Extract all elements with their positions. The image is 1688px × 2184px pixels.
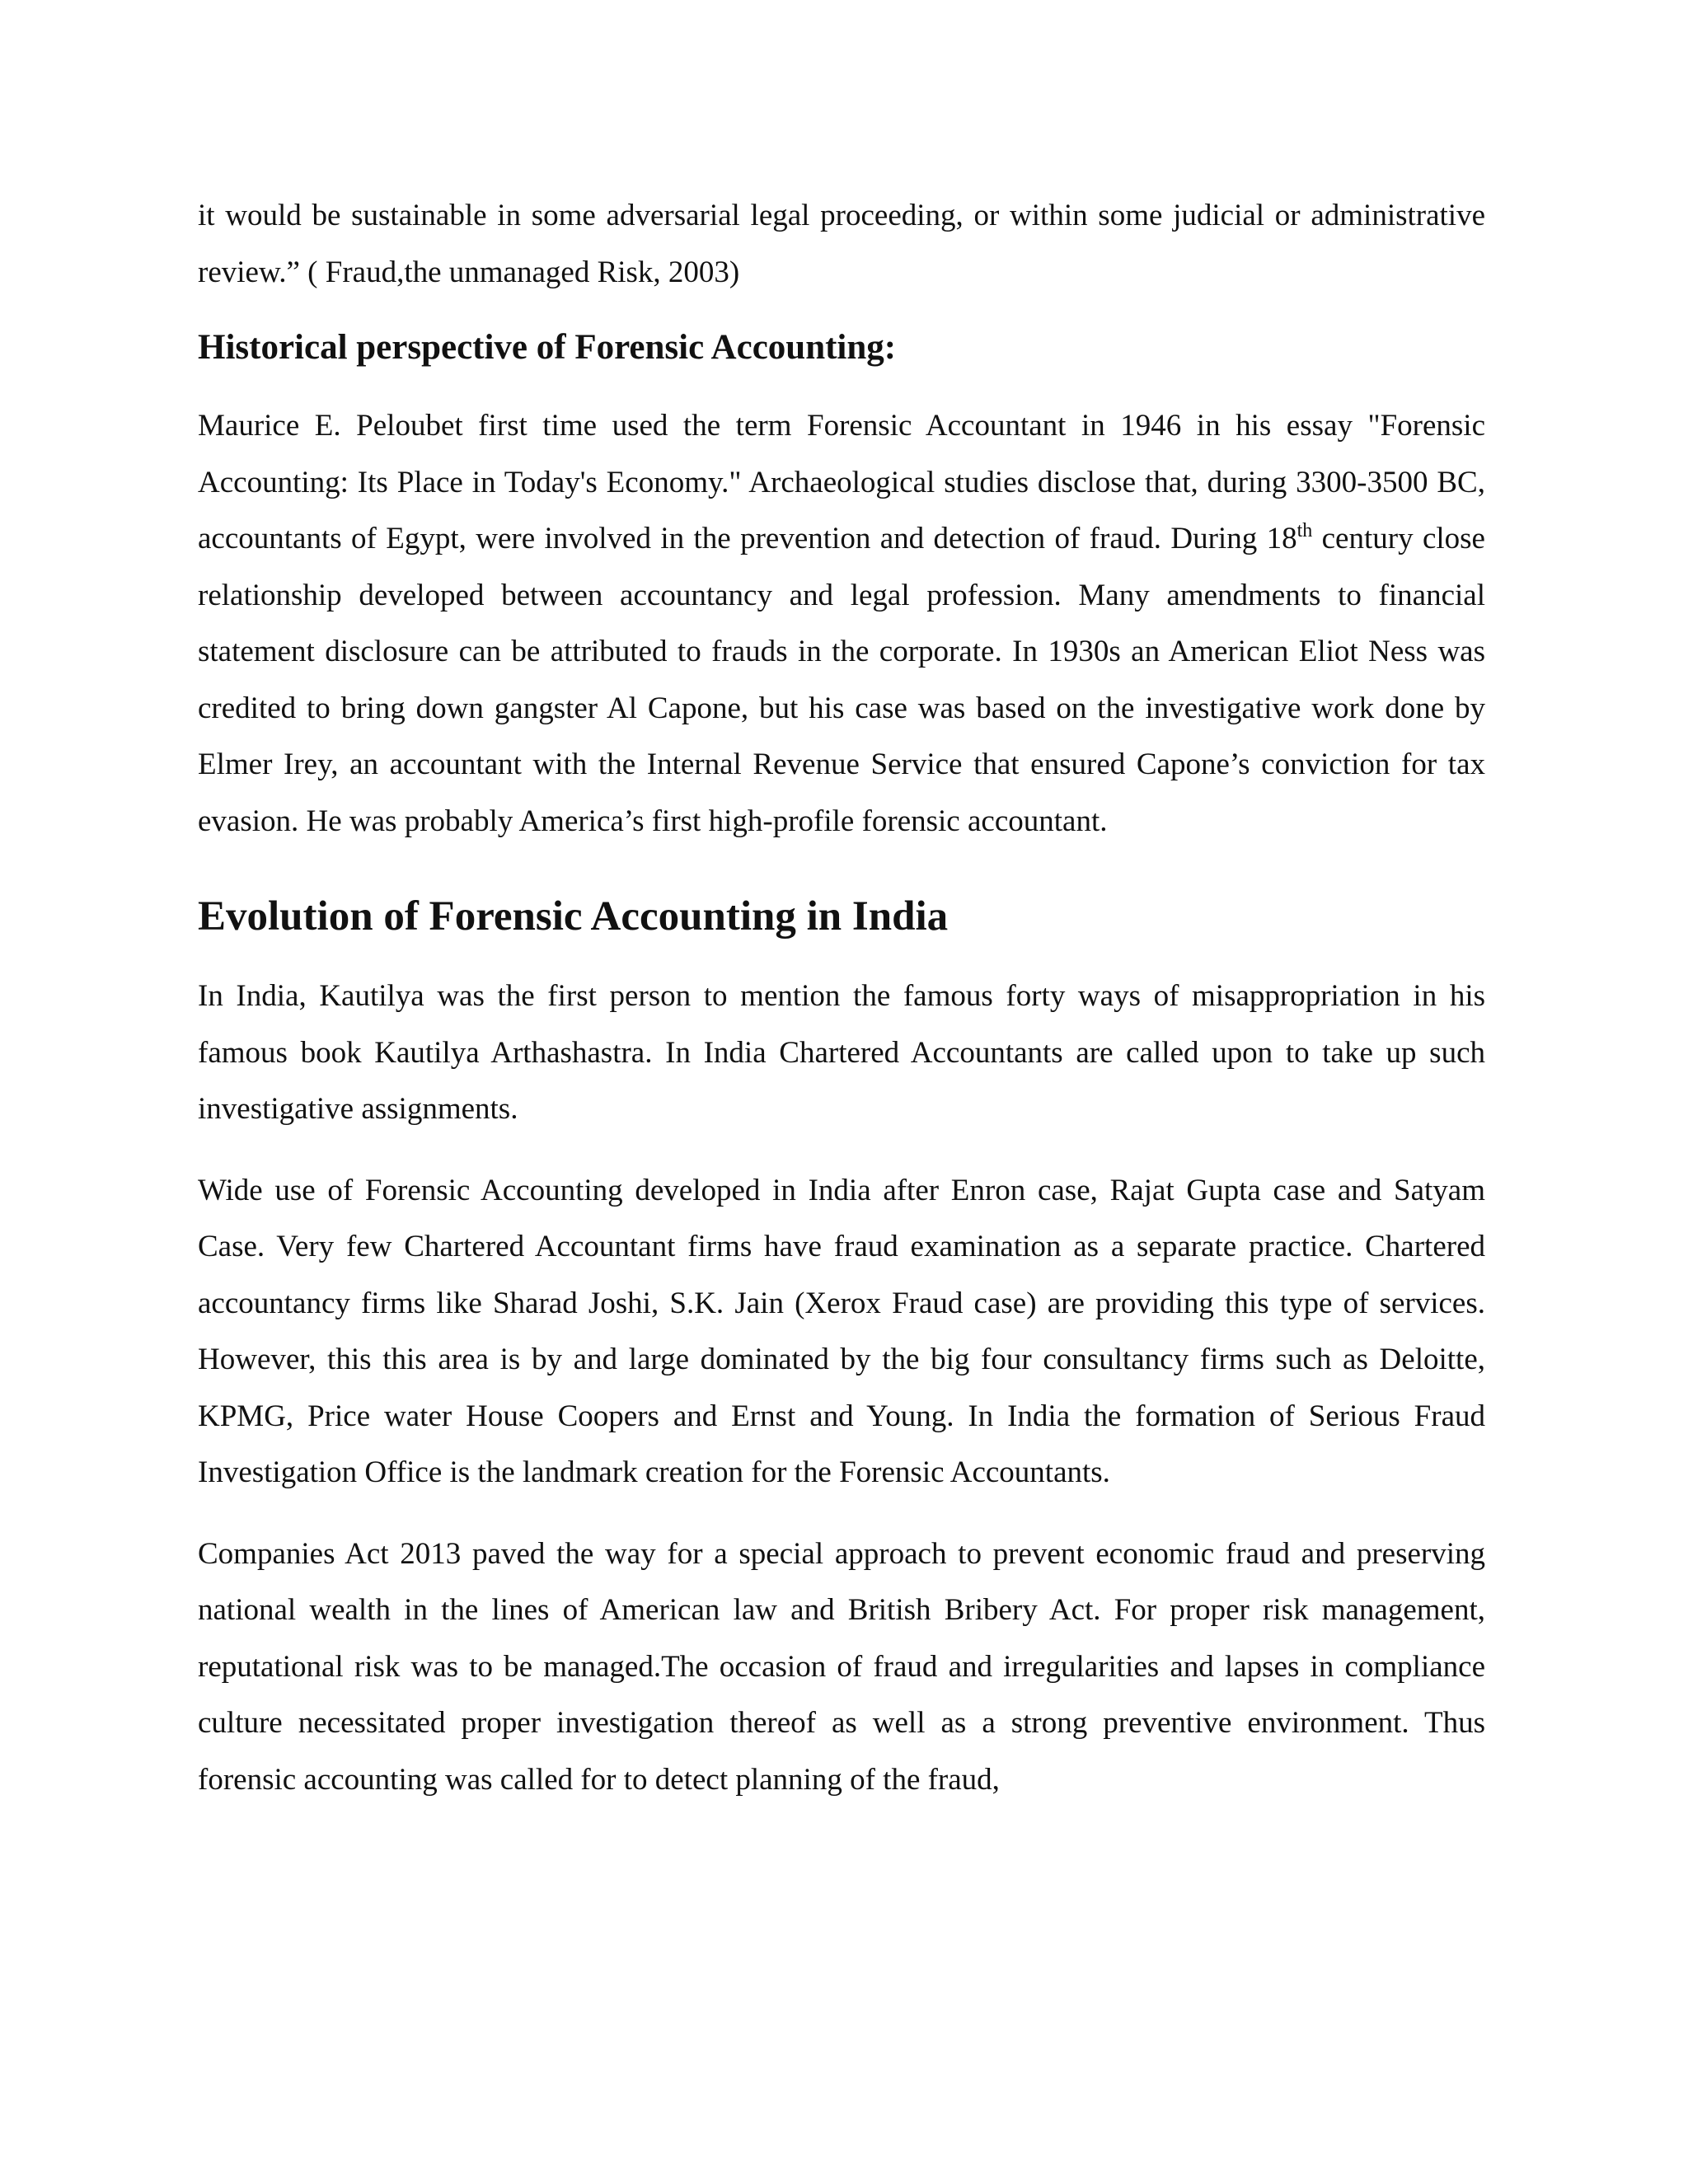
history-heading: Historical perspective of Forensic Accounting:: [198, 328, 897, 367]
history-text-part2: century close relationship developed between accountancy and legal profession. Many amendments to financial statement disclosure can be attributed to frauds in the corporate. In 1930s an American Eliot Ness was credited to bring down gangster Al Capone, but his case was based on the investigative work done by Elmer Irey, an accountant with the Internal Revenue Service that ensured Capone’s conviction for tax evasion. He was probably America’s first high-profile forensic accountant.: [198, 522, 1485, 838]
document-page: [198, 188, 1485, 1808]
history-text-part1: Maurice E. Peloubet first time used the term Forensic Accountant in 1946 in his essay "Forensic Accounting: Its Place in Today's Economy." Archaeological studies disclose that, during 3300-3500 BC, accountants of Egypt, were involved in the prevention and detection of fraud. During 18: [198, 409, 1485, 555]
ordinal-superscript: th: [1296, 520, 1313, 541]
india-paragraph-companies-act: Companies Act 2013 paved the way for a special approach to prevent economic fraud and preserving national wealth in the lines of American law and British Bribery Act. For proper risk management, reputational risk was to be managed.The occasion of fraud and irregularities and lapses in compliance culture necessitated proper investigation thereof as well as a strong preventive environment. Thus forensic accounting was called for to detect planning of the fraud,: [198, 1536, 1485, 1797]
history-paragraph: [198, 398, 1485, 850]
india-paragraph-wide-use: Wide use of Forensic Accounting developed in India after Enron case, Rajat Gupta case and Satyam Case. Very few Chartered Accountant firms have fraud examination as a separate practice. Chartered accountancy firms like Sharad Joshi, S.K. Jain (Xerox Fraud case) are providing this type of services. However, this this area is by and large dominated by the big four consultancy firms such as Deloitte, KPMG, Price water House Coopers and Ernst and Young. In India the formation of Serious Fraud Investigation Office is the landmark creation for the Forensic Accountants.: [198, 1173, 1485, 1489]
india-paragraph-kautilya: In India, Kautilya was the first person to mention the famous forty ways of misappropriation in his famous book Kautilya Arthashastra. In India Chartered Accountants are called upon to take up such investigative assignments.: [198, 979, 1485, 1126]
intro-paragraph: it would be sustainable in some adversarial legal proceeding, or within some judicial or administrative review.” ( Fraud,the unmanaged Risk, 2003): [198, 199, 1485, 289]
india-heading: Evolution of Forensic Accounting in India: [198, 893, 949, 940]
